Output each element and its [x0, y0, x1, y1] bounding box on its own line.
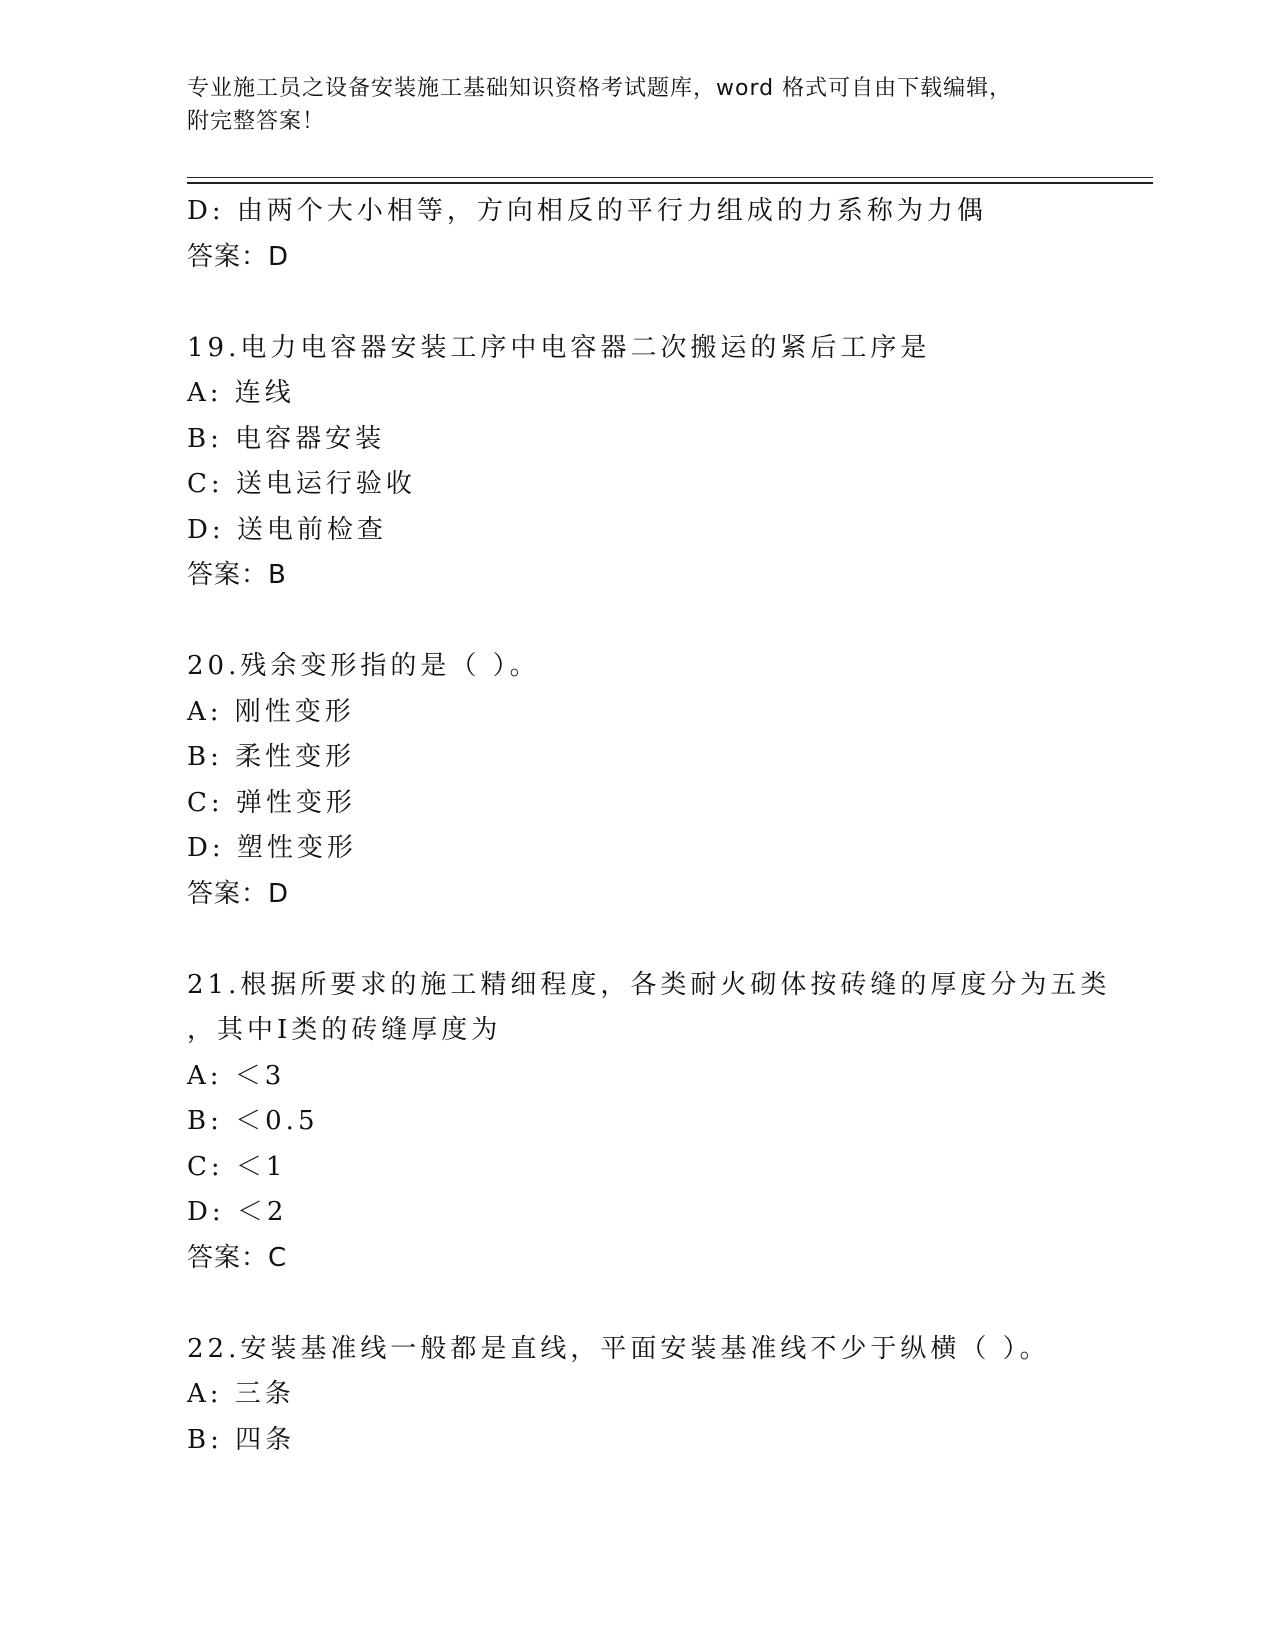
option-b: B: 柔性变形 — [187, 742, 356, 772]
question-20 — [187, 644, 1147, 917]
answer: 答案：B — [187, 560, 287, 590]
option-d: D: ＜2 — [187, 1197, 288, 1227]
option-d: D: 送电前检查 — [187, 514, 387, 545]
header-divider-thin — [187, 177, 1153, 178]
question-text: 19.电力电容器安装工序中电容器二次搬运的紧后工序是 — [187, 332, 931, 363]
option-b: B: ＜0.5 — [187, 1106, 319, 1136]
option-b: B: 电容器安装 — [187, 423, 386, 454]
question-text: 22.安装基准线一般都是直线，平面安装基准线不少于纵横（ ）。 — [187, 1333, 1050, 1364]
option-d: D: 塑性变形 — [187, 833, 357, 863]
answer: 答案：C — [187, 1242, 288, 1273]
option-a: A: ＜3 — [187, 1060, 286, 1091]
question-list — [187, 189, 1147, 1463]
option-c: C: ＜1 — [187, 1151, 287, 1182]
header-line-2: 附完整答案！ — [187, 109, 326, 134]
question-text-line-1: 21.根据所要求的施工精细程度，各类耐火砌体按砖缝的厚度分为五类 — [187, 969, 1111, 1000]
spacer — [187, 280, 1147, 326]
spacer — [187, 1281, 1147, 1327]
option-b: B: 四条 — [187, 1424, 296, 1455]
question-19 — [187, 326, 1147, 599]
question-text: 20.残余变形指的是（ ）。 — [187, 651, 540, 681]
question-text-line-2: ，其中Ⅰ类的砖缝厚度为 — [187, 1015, 502, 1045]
document-header — [187, 72, 1067, 138]
option-a: A: 刚性变形 — [187, 696, 355, 727]
option-a: A: 三条 — [187, 1379, 295, 1409]
header-line-1: 专业施工员之设备安装施工基础知识资格考试题库，word 格式可自由下载编辑， — [187, 76, 1013, 101]
answer: 答案：D — [187, 878, 290, 909]
question-22 — [187, 1327, 1147, 1464]
spacer — [187, 599, 1147, 645]
question-18-tail — [187, 189, 1147, 280]
option-d: D: 由两个大小相等，方向相反的平行力组成的力系称为力偶 — [187, 196, 987, 226]
spacer — [187, 917, 1147, 963]
option-c: C: 送电运行验收 — [187, 469, 416, 499]
option-a: A: 连线 — [187, 378, 295, 408]
answer: 答案：D — [187, 241, 290, 272]
header-divider-thick — [187, 182, 1153, 184]
question-21 — [187, 963, 1147, 1282]
option-c: C: 弹性变形 — [187, 787, 356, 818]
